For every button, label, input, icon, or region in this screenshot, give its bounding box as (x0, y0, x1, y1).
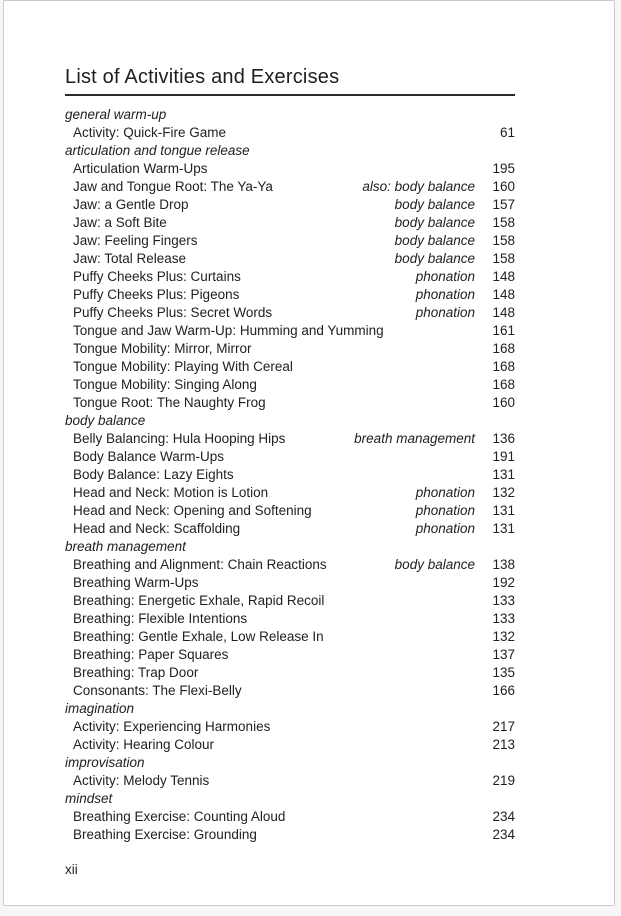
toc-row (65, 556, 515, 574)
entry-page-number: 131 (492, 467, 515, 482)
entry-title: Activity: Quick-Fire Game (73, 125, 227, 140)
entry-page-number: 61 (499, 125, 515, 140)
entry-page-number: 219 (492, 773, 515, 788)
entry-page-number: 158 (492, 233, 515, 248)
toc-row (65, 376, 515, 394)
entry-title: Jaw: Total Release (73, 251, 187, 266)
entry-page-number: 161 (492, 323, 515, 338)
toc-row (65, 736, 515, 754)
toc-row (65, 160, 515, 178)
entry-title: Head and Neck: Opening and Softening (73, 503, 312, 518)
entry-annotation: phonation (415, 521, 475, 536)
entry-title: Breathing: Gentle Exhale, Low Release In (73, 629, 324, 644)
entry-page-number: 168 (492, 377, 515, 392)
entry-page-number: 136 (492, 431, 515, 446)
entry-page-number: 158 (492, 215, 515, 230)
entry-page-number: 157 (492, 197, 515, 212)
entry-page-number: 148 (492, 269, 515, 284)
entry-page-number: 168 (492, 359, 515, 374)
toc-row (65, 628, 515, 646)
entry-annotation: body balance (394, 233, 475, 248)
entry-title: Breathing: Flexible Intentions (73, 611, 248, 626)
book-page (3, 0, 615, 906)
entry-page-number: 132 (492, 485, 515, 500)
toc-row (65, 520, 515, 538)
entry-page-number: 213 (492, 737, 515, 752)
toc-row (65, 268, 515, 286)
entry-annotation: phonation (415, 503, 475, 518)
entry-page-number: 137 (492, 647, 515, 662)
entry-page-number: 192 (492, 575, 515, 590)
entry-annotation: phonation (415, 485, 475, 500)
toc-list (65, 106, 515, 844)
entry-annotation: phonation (415, 305, 475, 320)
entry-annotation: breath management (354, 431, 475, 446)
entry-page-number: 168 (492, 341, 515, 356)
section-label: articulation and tongue release (65, 143, 250, 158)
section-label: body balance (65, 413, 146, 428)
entry-title: Articulation Warm-Ups (73, 161, 208, 176)
entry-page-number: 133 (492, 593, 515, 608)
toc-row (65, 682, 515, 700)
entry-page-number: 160 (492, 395, 515, 410)
entry-title: Activity: Experiencing Harmonies (73, 719, 271, 734)
entry-title: Breathing: Paper Squares (73, 647, 229, 662)
page-title: List of Activities and Exercises (65, 65, 515, 96)
entry-annotation: also: body balance (362, 179, 475, 194)
toc-row (65, 466, 515, 484)
toc-row (65, 124, 515, 142)
entry-title: Jaw and Tongue Root: The Ya-Ya (73, 179, 273, 194)
entry-title: Head and Neck: Scaffolding (73, 521, 241, 536)
entry-page-number: 148 (492, 287, 515, 302)
entry-title: Tongue Root: The Naughty Frog (73, 395, 266, 410)
entry-title: Puffy Cheeks Plus: Pigeons (73, 287, 240, 302)
entry-page-number: 166 (492, 683, 515, 698)
page-content (65, 1, 515, 879)
toc-row (65, 610, 515, 628)
entry-page-number: 191 (492, 449, 515, 464)
toc-row (65, 592, 515, 610)
toc-row (65, 286, 515, 304)
toc-row (65, 358, 515, 376)
entry-title: Activity: Melody Tennis (73, 773, 210, 788)
toc-row (65, 826, 515, 844)
entry-title: Jaw: a Soft Bite (73, 215, 167, 230)
toc-row (65, 178, 515, 196)
entry-title: Tongue Mobility: Mirror, Mirror (73, 341, 252, 356)
toc-row (65, 718, 515, 736)
toc-row (65, 322, 515, 340)
toc-row (65, 772, 515, 790)
entry-title: Activity: Hearing Colour (73, 737, 215, 752)
entry-page-number: 158 (492, 251, 515, 266)
section-label: mindset (65, 791, 113, 806)
entry-page-number: 132 (492, 629, 515, 644)
entry-title: Breathing Exercise: Grounding (73, 827, 257, 842)
section-label: imagination (65, 701, 135, 716)
entry-title: Tongue and Jaw Warm-Up: Humming and Yumming (73, 323, 384, 338)
entry-page-number: 234 (492, 809, 515, 824)
toc-row (65, 232, 515, 250)
section-label: breath management (65, 539, 186, 554)
entry-title: Breathing Warm-Ups (73, 575, 199, 590)
entry-page-number: 234 (492, 827, 515, 842)
entry-page-number: 160 (492, 179, 515, 194)
entry-annotation: body balance (394, 215, 475, 230)
toc-row (65, 430, 515, 448)
section-label: general warm-up (65, 107, 167, 122)
entry-annotation: phonation (415, 287, 475, 302)
entry-title: Puffy Cheeks Plus: Curtains (73, 269, 241, 284)
entry-page-number: 131 (492, 521, 515, 536)
entry-title: Belly Balancing: Hula Hooping Hips (73, 431, 286, 446)
toc-row (65, 214, 515, 232)
toc-row (65, 502, 515, 520)
entry-page-number: 135 (492, 665, 515, 680)
entry-title: Breathing Exercise: Counting Aloud (73, 809, 286, 824)
toc-row (65, 196, 515, 214)
entry-title: Jaw: a Gentle Drop (73, 197, 189, 212)
toc-row (65, 304, 515, 322)
folio-page-number: xii (65, 862, 78, 877)
entry-title: Body Balance: Lazy Eights (73, 467, 234, 482)
entry-title: Breathing: Energetic Exhale, Rapid Recoil (73, 593, 325, 608)
entry-page-number: 138 (492, 557, 515, 572)
toc-row (65, 664, 515, 682)
entry-title: Tongue Mobility: Singing Along (73, 377, 257, 392)
toc-row (65, 646, 515, 664)
entry-title: Jaw: Feeling Fingers (73, 233, 198, 248)
entry-page-number: 217 (492, 719, 515, 734)
entry-page-number: 133 (492, 611, 515, 626)
entry-annotation: phonation (415, 269, 475, 284)
toc-row (65, 484, 515, 502)
entry-page-number: 195 (492, 161, 515, 176)
toc-row (65, 574, 515, 592)
entry-annotation: body balance (394, 557, 475, 572)
entry-annotation: body balance (394, 251, 475, 266)
entry-page-number: 131 (492, 503, 515, 518)
entry-title: Breathing: Trap Door (73, 665, 199, 680)
entry-title: Puffy Cheeks Plus: Secret Words (73, 305, 273, 320)
toc-row (65, 394, 515, 412)
toc-row (65, 448, 515, 466)
entry-annotation: body balance (394, 197, 475, 212)
entry-page-number: 148 (492, 305, 515, 320)
entry-title: Consonants: The Flexi-Belly (73, 683, 242, 698)
entry-title: Head and Neck: Motion is Lotion (73, 485, 269, 500)
entry-title: Breathing and Alignment: Chain Reactions (73, 557, 327, 572)
toc-row (65, 808, 515, 826)
entry-title: Tongue Mobility: Playing With Cereal (73, 359, 293, 374)
toc-row (65, 340, 515, 358)
entry-title: Body Balance Warm-Ups (73, 449, 225, 464)
section-label: improvisation (65, 755, 145, 770)
toc-row (65, 250, 515, 268)
